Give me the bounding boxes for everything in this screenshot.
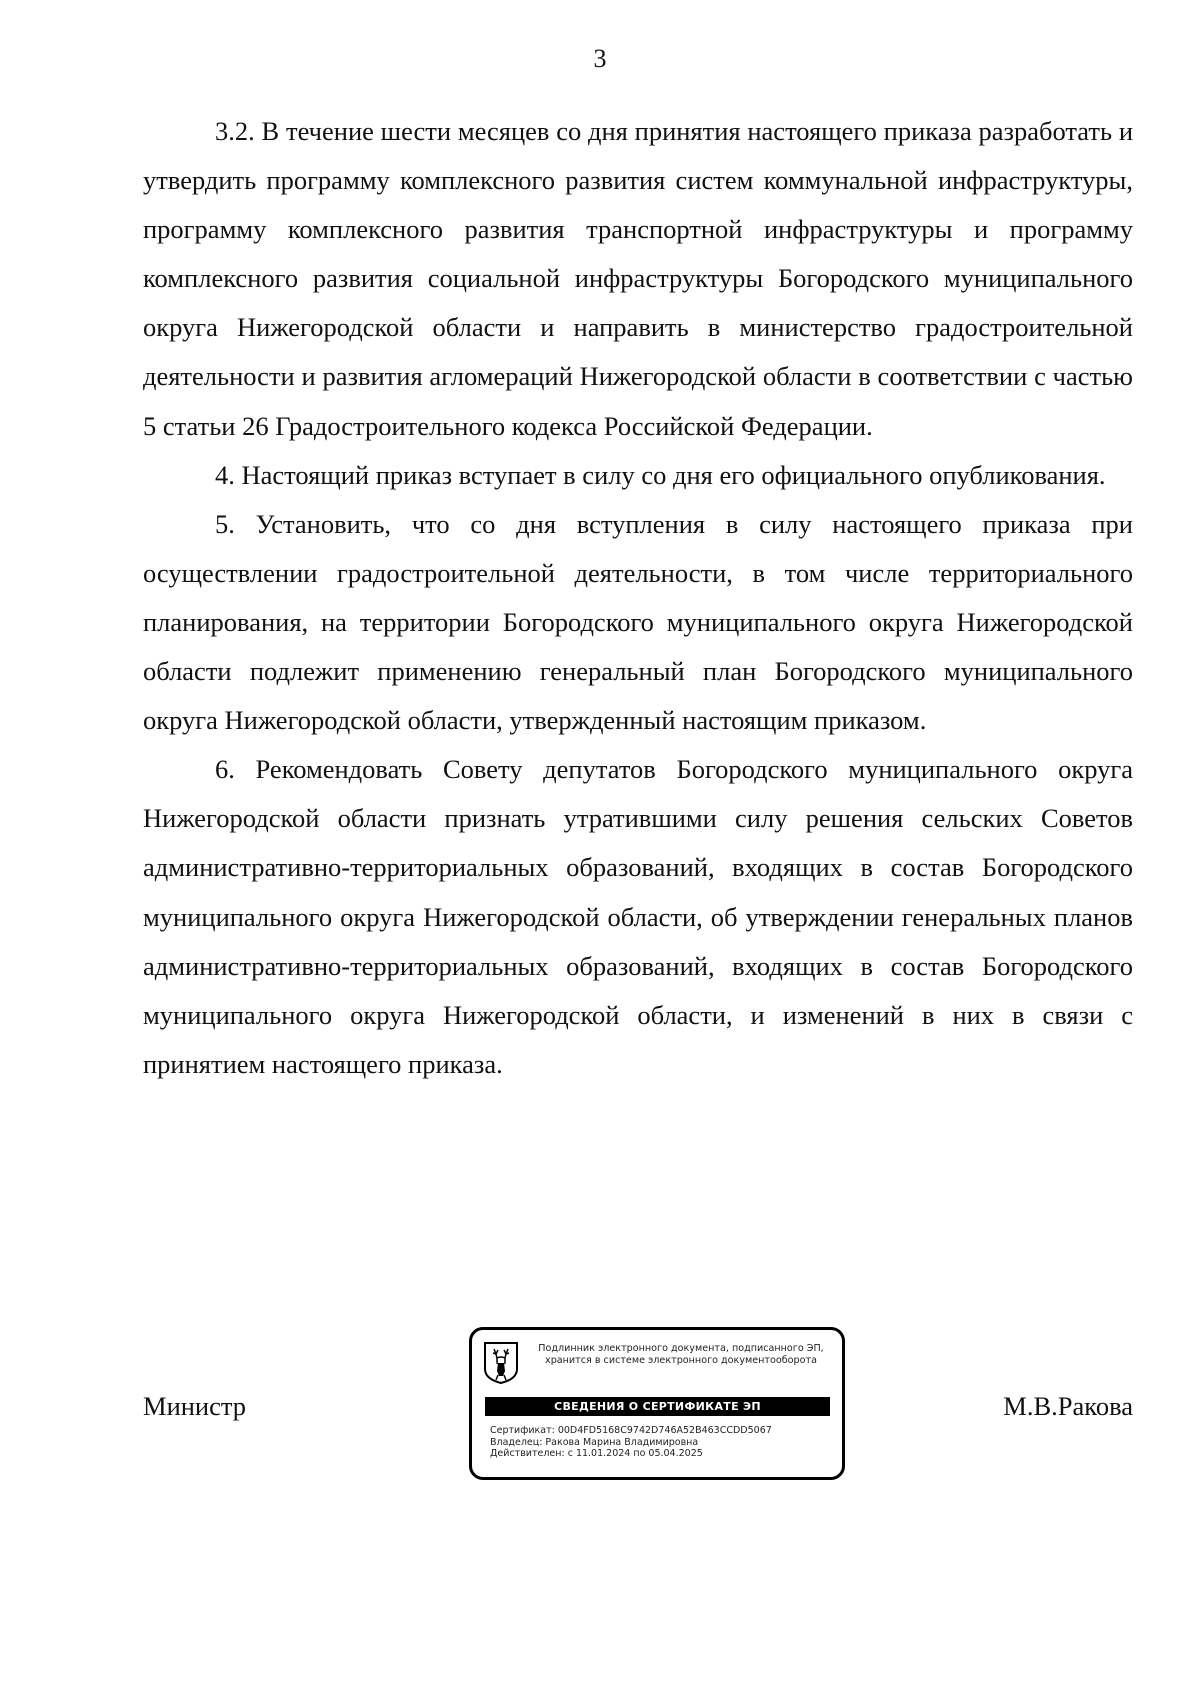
certificate-number: Сертификат: 00D4FD5168C9742D746A52B463CCDD5067 [490, 1425, 772, 1436]
stamp-note-line: Подлинник электронного документа, подписанного ЭП, [538, 1343, 824, 1354]
signer-position: Министр [143, 1391, 247, 1421]
paragraph-6: 6. Рекомендовать Совету депутатов Богородского муниципального округа Нижегородской области признать утратившими силу решения сельских Советов административно-территориальных образований, входящих в состав Богородского муниципального округа Нижегородской области, об утверждении генеральных планов административно-территориальных образований, входящих в состав Богородского муниципального округа Нижегородской области, и изменений в них в связи с принятием настоящего приказа. [143, 754, 1133, 1079]
paragraph-4: 4. Настоящий приказ вступает в силу со дня его официального опубликования. [215, 459, 1106, 490]
stamp-header: СВЕДЕНИЯ О СЕРТИФИКАТЕ ЭП [485, 1397, 830, 1416]
deer-emblem-icon [483, 1341, 519, 1385]
page-number: 3 [593, 44, 607, 73]
signature-block [143, 1318, 1133, 1478]
order-body [143, 107, 1133, 1089]
paragraph-5: 5. Установить, что со дня вступления в силу настоящего приказа при осуществлении градостроительной деятельности, в том числе территориального планирования, на территории Богородского муниципального округа Нижегородской области подлежит применению генеральный план Богородского муниципального округа Нижегородской области, утвержденный настоящим приказом. [143, 508, 1133, 736]
electronic-signature-stamp [469, 1327, 845, 1480]
certificate-owner: Владелец: Ракова Марина Владимировна [490, 1436, 699, 1448]
paragraph-3-2: 3.2. В течение шести месяцев со дня принятия настоящего приказа разработать и утвердить программу комплексного развития систем коммунальной инфраструктуры, программу комплексного развития транспортной инфраструктуры и программу комплексного развития социальной инфраструктуры Богородского муниципального округа Нижегородской области и направить в министерство градостроительной деятельности и развития агломераций Нижегородской области в соответствии с частью 5 статьи 26 Градостроительного кодекса Российской Федерации. [143, 116, 1133, 441]
stamp-note-line: хранится в системе электронного документооборота [545, 1355, 817, 1366]
certificate-validity: Действителен: с 11.01.2024 по 05.04.2025 [490, 1448, 703, 1459]
stamp-note [522, 1343, 840, 1367]
certificate-details [490, 1425, 772, 1460]
signer-name: М.В.Ракова [1003, 1391, 1133, 1421]
